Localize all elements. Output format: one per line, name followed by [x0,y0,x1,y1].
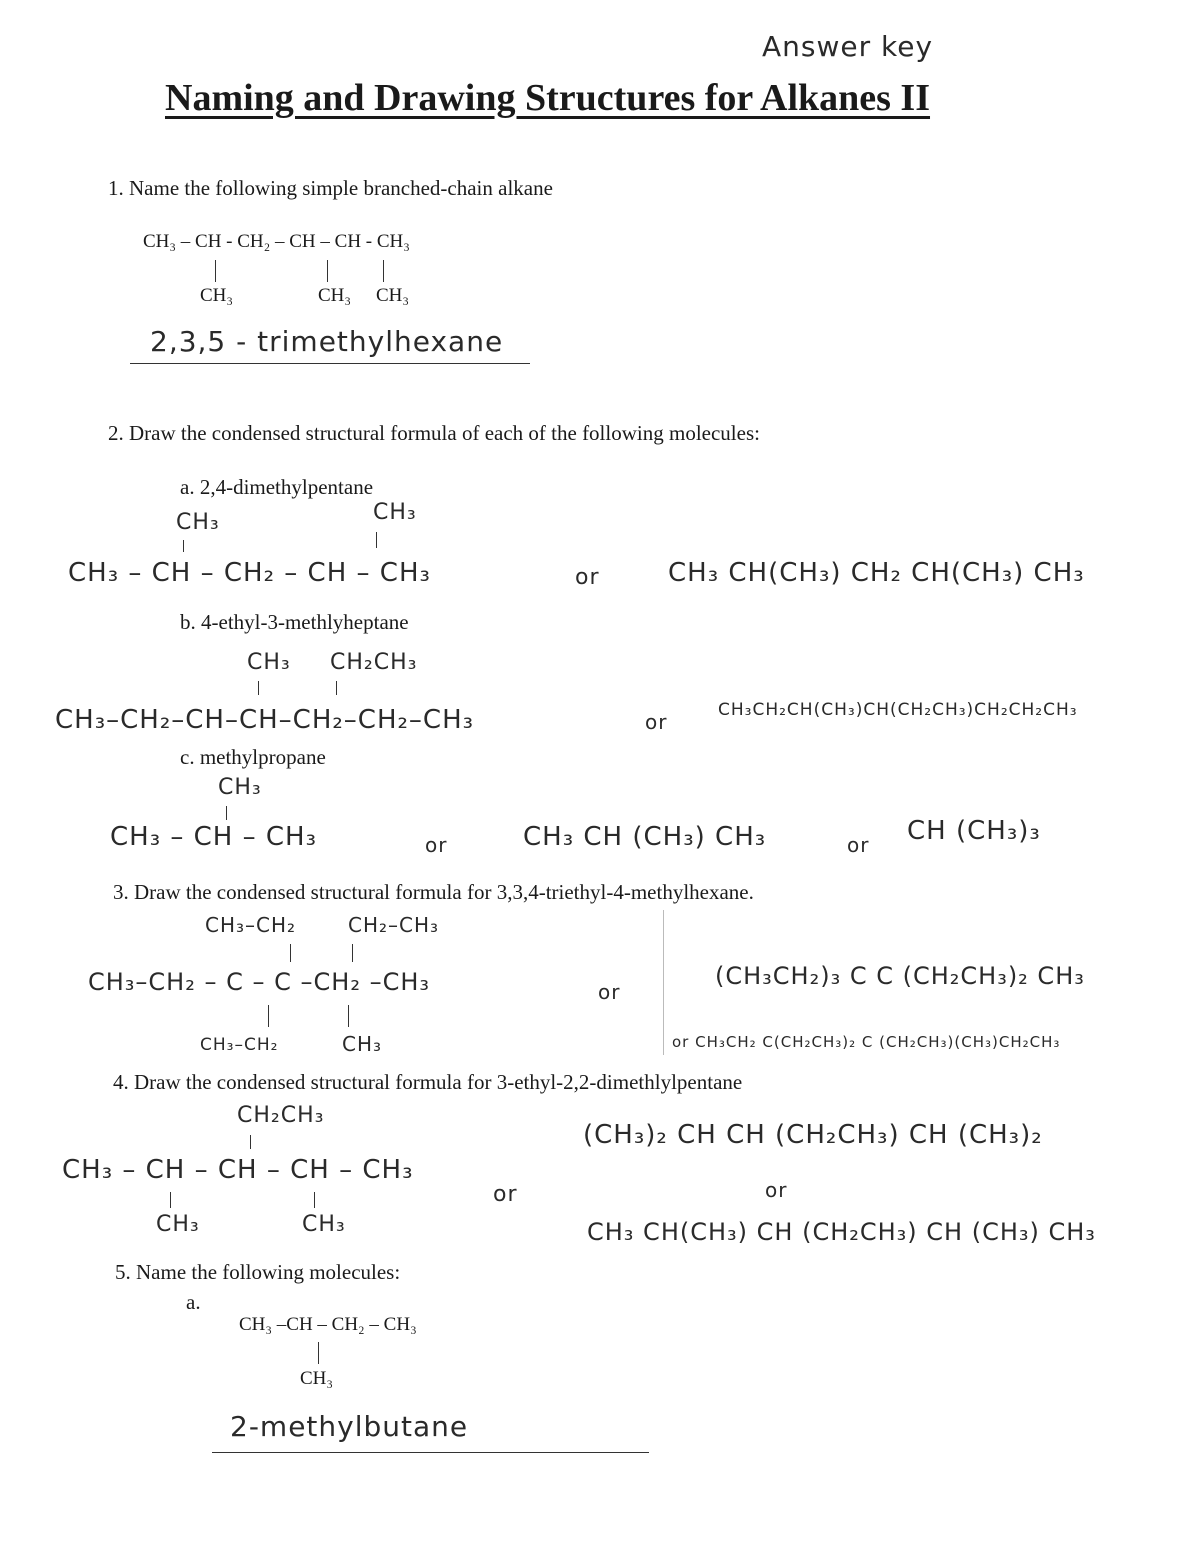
bond-line [290,944,291,962]
question-2a-substituent: CH₃ [373,500,417,525]
question-1-substituent: CH₃ [200,285,234,306]
page-title: Naming and Drawing Structures for Alkanes II [165,77,931,119]
bond-line [336,681,337,695]
question-2c-substituent: CH₃ [218,775,262,800]
bond-line [215,260,216,282]
question-3-substituent: CH₂–CH₃ [348,913,440,937]
question-2a-alternate: CH₃ CH(CH₃) CH₂ CH(CH₃) CH₃ [668,558,1085,588]
question-5a-formula-main: CH₃ –CH – CH₂ – CH₃ [239,1314,417,1335]
question-2a-label: a. 2,4-dimethylpentane [180,475,374,499]
question-2b-alternate: CH₃CH₂CH(CH₃)CH(CH₂CH₃)CH₂CH₂CH₃ [718,700,1078,720]
bond-line [383,260,384,282]
question-3-substituent: CH₃–CH₂ [205,913,297,937]
bond-line [183,540,184,552]
question-5a-substituent: CH₃ [300,1368,334,1389]
question-1-formula-main: CH₃ – CH - CH₂ – CH – CH - CH₃ [143,231,410,252]
bond-line [170,1192,171,1208]
bond-line [268,1005,269,1027]
question-3-prompt: 3. Draw the condensed structural formula for 3,3,4-triethyl-4-methylhexane. [113,880,754,904]
divider [663,910,664,1055]
question-2c-alternate: CH (CH₃)₃ [907,816,1041,846]
answer-underline [130,363,530,364]
question-1-answer: 2,3,5 - trimethylhexane [150,325,504,358]
question-4-substituent: CH₃ [302,1212,346,1237]
question-2a-substituent: CH₃ [176,510,220,535]
or-label: or [575,565,600,590]
question-3-substituent: CH₃–CH₂ [200,1035,279,1055]
question-1-prompt: 1. Name the following simple branched-chain alkane [108,176,553,200]
or-label: or [765,1178,788,1202]
bond-line [314,1192,315,1208]
or-label: or [425,833,448,857]
question-5-prompt: 5. Name the following molecules: [115,1260,401,1284]
question-3-structure: CH₃–CH₂ – C – C –CH₂ –CH₃ [88,968,430,996]
question-3-alternate: (CH₃CH₂)₃ C C (CH₂CH₃)₂ CH₃ [715,962,1085,990]
question-1-substituent: CH₃ [318,285,352,306]
answer-underline [212,1452,649,1453]
question-4-prompt: 4. Draw the condensed structural formula for 3-ethyl-2,2-dimethlylpentane [113,1070,743,1094]
question-1-substituent: CH₃ [376,285,410,306]
bond-line [352,944,353,962]
question-2b-substituent: CH₂CH₃ [330,650,418,675]
or-label: or [598,980,621,1004]
bond-line [327,260,328,282]
or-label: or [493,1182,518,1207]
bond-line [250,1135,251,1149]
question-3-alternate: or CH₃CH₂ C(CH₂CH₃)₂ C (CH₂CH₃)(CH₃)CH₂CH₃ [672,1033,1061,1051]
bond-line [348,1005,349,1027]
or-label: or [645,710,668,734]
question-2b-structure: CH₃–CH₂–CH–CH–CH₂–CH₂–CH₃ [55,705,475,735]
question-2c-structure: CH₃ – CH – CH₃ [110,822,318,852]
question-4-structure: CH₃ – CH – CH – CH – CH₃ [62,1155,414,1185]
question-2b-substituent: CH₃ [247,650,291,675]
answer-key-note: Answer key [762,30,934,63]
question-4-alternate: (CH₃)₂ CH CH (CH₂CH₃) CH (CH₃)₂ [583,1120,1043,1150]
question-4-alternate: CH₃ CH(CH₃) CH (CH₂CH₃) CH (CH₃) CH₃ [587,1218,1096,1246]
bond-line [318,1342,319,1364]
question-5a-label: a. [186,1290,201,1314]
or-label: or [847,833,870,857]
bond-line [376,532,377,548]
question-4-substituent: CH₂CH₃ [237,1103,325,1128]
question-2b-label: b. 4-ethyl-3-methlyheptane [180,610,409,634]
question-4-substituent: CH₃ [156,1212,200,1237]
question-2-prompt: 2. Draw the condensed structural formula of each of the following molecules: [108,421,760,445]
bond-line [226,806,227,820]
question-2c-alternate: CH₃ CH (CH₃) CH₃ [523,822,767,852]
question-2a-structure: CH₃ – CH – CH₂ – CH – CH₃ [68,558,431,588]
question-2c-label: c. methylpropane [180,745,326,769]
question-3-substituent: CH₃ [342,1032,383,1056]
bond-line [258,681,259,695]
question-5a-answer: 2-methylbutane [230,1410,469,1443]
